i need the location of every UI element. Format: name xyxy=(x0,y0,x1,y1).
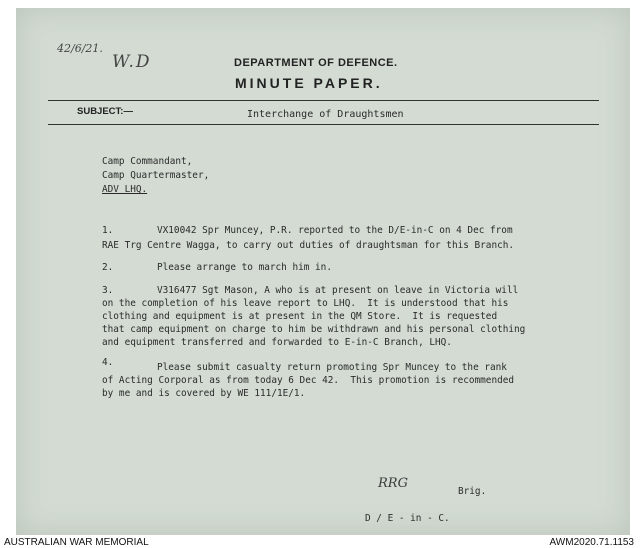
paragraph-3-line-3: clothing and equipment is at present in the QM Store. It is requested xyxy=(102,311,498,322)
handwritten-mark: W.D xyxy=(112,52,152,72)
signature-office: D / E - in - C. xyxy=(365,513,450,524)
paragraph-1-number: 1. xyxy=(102,225,114,236)
paragraph-2-number: 2. xyxy=(102,262,114,273)
file-reference: 42/6/21. xyxy=(57,42,103,55)
header-top-rule xyxy=(48,100,599,101)
paragraph-3-line-4: that camp equipment on charge to him be withdrawn and his personal clothing xyxy=(102,324,526,335)
subject-text: Interchange of Draughtsmen xyxy=(247,109,404,120)
signature-initials: RRG xyxy=(378,476,408,491)
form-title: MINUTE PAPER. xyxy=(235,75,383,91)
archive-credit: AUSTRALIAN WAR MEMORIAL xyxy=(4,537,149,548)
addressee-line-1: Camp Commandant, xyxy=(102,156,193,167)
paragraph-3-number: 3. xyxy=(102,285,114,296)
addressee-line-2: Camp Quartermaster, xyxy=(102,170,210,181)
paragraph-2-line-1: Please arrange to march him in. xyxy=(157,262,332,273)
signature-rank: Brig. xyxy=(458,486,487,497)
department-heading: DEPARTMENT OF DEFENCE. xyxy=(234,57,398,69)
subject-label: SUBJECT:— xyxy=(77,106,133,117)
paragraph-3-line-2: on the completion of his leave report to LHQ. It is understood that his xyxy=(102,298,509,309)
paragraph-1-line-2: RAE Trg Centre Wagga, to carry out duties of draughtsman for this Branch. xyxy=(102,240,515,251)
paragraph-4-line-1: Please submit casualty return promoting Spr Muncey to the rank xyxy=(157,362,507,373)
paragraph-4-line-3: by me and is covered by WE 111/1E/1. xyxy=(102,388,306,399)
addressee-line-3: ADV LHQ. xyxy=(102,184,148,195)
header-bottom-rule xyxy=(48,124,599,125)
paragraph-4-line-2: of Acting Corporal as from today 6 Dec 42. This promotion is recommended xyxy=(102,375,515,386)
archive-reference: AWM2020.71.1153 xyxy=(549,537,634,548)
paragraph-3-line-5: and equipment transferred and forwarded to E-in-C Branch, LHQ. xyxy=(102,337,452,348)
paragraph-4-number: 4. xyxy=(102,357,114,368)
paragraph-1-line-1: VX10042 Spr Muncey, P.R. reported to the D/E-in-C on 4 Dec from xyxy=(157,225,513,236)
paragraph-3-line-1: V316477 Sgt Mason, A who is at present on leave in Victoria will xyxy=(157,285,519,296)
